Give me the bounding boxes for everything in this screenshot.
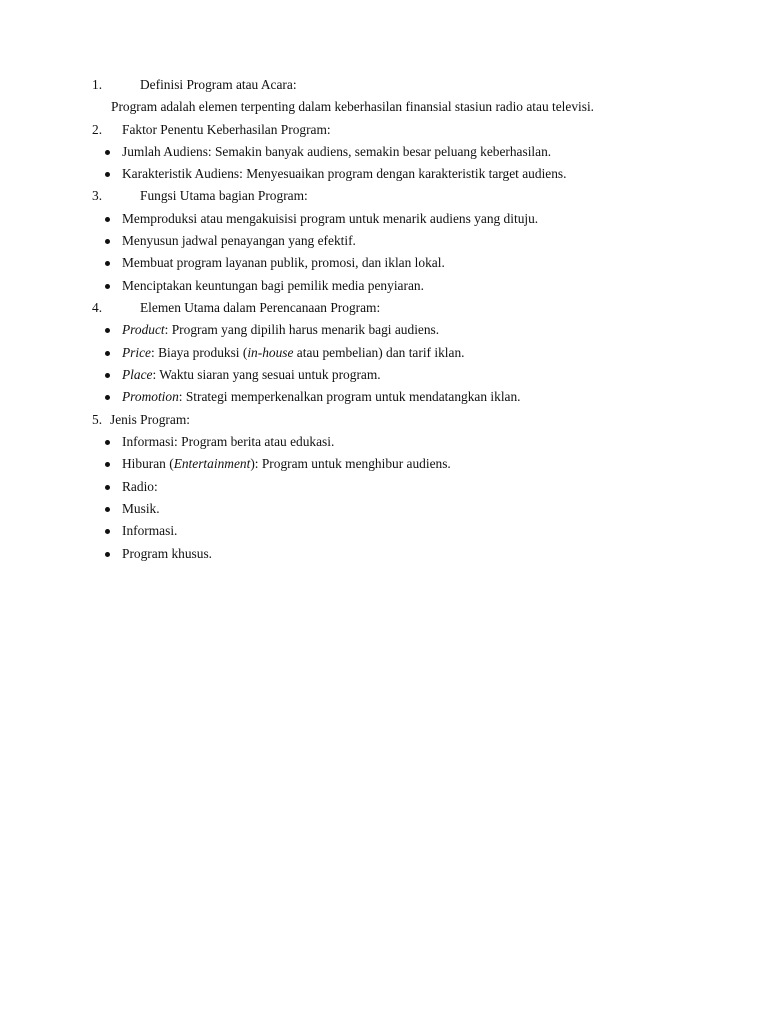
list-item — [122, 322, 439, 338]
list-item-text: ): Program untuk menghibur audiens. — [250, 456, 451, 471]
section-3-heading: Fungsi Utama bagian Program: — [140, 188, 308, 203]
bullet-icon — [105, 284, 110, 289]
section-5-number: 5. — [92, 412, 103, 427]
list-item — [122, 456, 451, 472]
list-item-text: : Strategi memperkenalkan program untuk mendatangkan iklan. — [178, 389, 521, 404]
bullet-icon — [105, 373, 110, 378]
list-item-text: : Program yang dipilih harus menarik bagi audiens. — [164, 322, 440, 337]
list-item — [122, 367, 381, 383]
list-item-text: : Waktu siaran yang sesuai untuk program. — [152, 367, 381, 382]
bullet-icon — [105, 172, 110, 177]
list-item: Informasi. — [122, 523, 178, 538]
bullet-icon — [105, 328, 110, 333]
section-2-number: 2. — [92, 122, 103, 137]
list-item-term: in-house — [247, 345, 294, 360]
list-item: Memproduksi atau mengakuisisi program untuk menarik audiens yang dituju. — [122, 211, 539, 226]
list-item: Informasi: Program berita atau edukasi. — [122, 434, 335, 449]
list-item: Karakteristik Audiens: Menyesuaikan program dengan karakteristik target audiens. — [122, 166, 567, 181]
list-item-term: Promotion — [122, 389, 179, 404]
list-item — [122, 389, 521, 405]
bullet-icon — [105, 485, 110, 490]
bullet-icon — [105, 395, 110, 400]
bullet-icon — [105, 239, 110, 244]
list-item: Menyusun jadwal penayangan yang efektif. — [122, 233, 356, 248]
list-item: Radio: — [122, 479, 158, 494]
section-1-heading: Definisi Program atau Acara: — [140, 77, 297, 92]
section-4-heading: Elemen Utama dalam Perencanaan Program: — [140, 300, 381, 315]
bullet-icon — [105, 529, 110, 534]
list-item: Menciptakan keuntungan bagi pemilik media penyiaran. — [122, 278, 424, 293]
list-item: Jumlah Audiens: Semakin banyak audiens, semakin besar peluang keberhasilan. — [122, 144, 552, 159]
bullet-icon — [105, 150, 110, 155]
bullet-icon — [105, 552, 110, 557]
section-1-paragraph: Program adalah elemen terpenting dalam keberhasilan finansial stasiun radio atau televisi. — [111, 99, 595, 114]
list-item-term: Product — [122, 322, 165, 337]
list-item-term: Entertainment — [173, 456, 251, 471]
list-item-text: : Biaya produksi ( — [151, 345, 248, 360]
section-1-number: 1. — [92, 77, 103, 92]
list-item-text: Hiburan ( — [122, 456, 174, 471]
list-item — [122, 345, 465, 361]
list-item-text: atau pembelian) dan tarif iklan. — [293, 345, 465, 360]
bullet-icon — [105, 507, 110, 512]
bullet-icon — [105, 462, 110, 467]
section-2-heading: Faktor Penentu Keberhasilan Program: — [122, 122, 331, 137]
bullet-icon — [105, 351, 110, 356]
list-item: Program khusus. — [122, 546, 213, 561]
list-item: Membuat program layanan publik, promosi, dan iklan lokal. — [122, 255, 445, 270]
section-4-number: 4. — [92, 300, 103, 315]
bullet-icon — [105, 261, 110, 266]
bullet-icon — [105, 217, 110, 222]
list-item-term: Price — [122, 345, 151, 360]
section-3-number: 3. — [92, 188, 103, 203]
bullet-icon — [105, 440, 110, 445]
section-5-heading: Jenis Program: — [110, 412, 190, 427]
list-item-term: Place — [122, 367, 153, 382]
list-item: Musik. — [122, 501, 160, 516]
